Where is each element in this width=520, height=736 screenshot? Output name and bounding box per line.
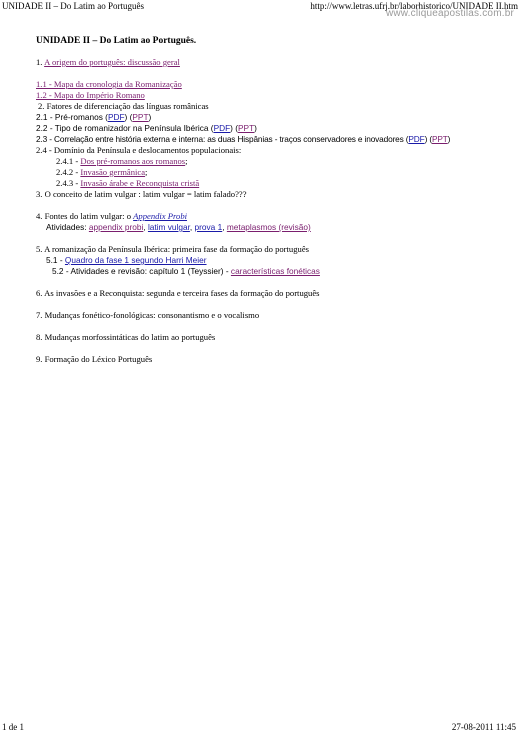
section-8: 8. Mudanças morfossintáticas do latim ao português <box>36 332 216 342</box>
link-metaplasmos[interactable]: metaplasmos (revisão) <box>226 222 311 232</box>
section-2-2: 2.2 - Tipo de romanizador na Península Ibérica (PDF) (PPT) <box>36 123 257 133</box>
link-2-3-ppt[interactable]: PPT <box>431 134 448 144</box>
link-2-3-pdf[interactable]: PDF <box>408 134 425 144</box>
section-2-4: 2.4 - Domínio da Península e deslocamentos populacionais: <box>36 145 242 155</box>
section-9: 9. Formação do Léxico Português <box>36 354 153 364</box>
page-footer-page-count: 1 de 1 <box>2 722 24 732</box>
section-5-2: 5.2 - Atividades e revisão: capítulo 1 (Teyssier) - características fonéticas <box>52 266 320 276</box>
section-2-1: 2.1 - Pré-romanos (PDF) (PPT) <box>36 112 152 122</box>
link-invasao-arabe[interactable]: Invasão árabe e Reconquista cristã <box>80 178 200 188</box>
link-invasao-germanica[interactable]: Invasão germânica <box>80 167 146 177</box>
page-header-title: UNIDADE II – Do Latim ao Português <box>2 1 144 11</box>
link-prova-1[interactable]: prova 1 <box>194 222 223 232</box>
link-quadro-fase-1[interactable]: Quadro da fase 1 segundo Harri Meier <box>64 255 207 265</box>
link-appendix-probi[interactable]: Appendix Probi <box>133 211 188 221</box>
section-6: 6. As invasões e a Reconquista: segunda e terceira fases da formação do português <box>36 288 320 298</box>
link-2-2-pdf[interactable]: PDF <box>213 123 231 133</box>
section-5: 5. A romanização da Península Ibérica: primeira fase da formação do português <box>36 244 309 254</box>
section-5-1: 5.1 - Quadro da fase 1 segundo Harri Meier <box>46 255 207 265</box>
section-4-atividades: Atividades: appendix probi, latim vulgar, prova 1, metaplasmos (revisão) <box>46 222 311 232</box>
section-2-4-2: 2.4.2 - Invasão germânica; <box>56 167 148 177</box>
section-2-4-3: 2.4.3 - Invasão árabe e Reconquista cristã <box>56 178 200 188</box>
section-2-3: 2.3 - Correlação entre história externa e interna: as duas Hispânias - traços conservadores e inovadores (PDF) (PPT) <box>36 134 451 144</box>
section-2: 2. Fatores de diferenciação das línguas românicas <box>38 101 209 111</box>
link-origem-portugues[interactable]: A origem do português: discussão geral <box>44 57 180 67</box>
section-7: 7. Mudanças fonético-fonológicas: consonantismo e o vocalismo <box>36 310 260 320</box>
section-1: 1. A origem do português: discussão geral <box>36 57 180 67</box>
section-4: 4. Fontes do latim vulgar: o Appendix Probi <box>36 211 188 221</box>
document-title: UNIDADE II – Do Latim ao Português. <box>36 36 197 46</box>
link-latim-vulgar[interactable]: latim vulgar <box>147 222 190 232</box>
watermark: www.cliqueapostilas.com.br <box>385 8 514 19</box>
section-2-4-1: 2.4.1 - Dos pré-romanos aos romanos; <box>56 156 188 166</box>
page-footer-datetime: 27-08-2011 11:45 <box>451 722 516 732</box>
section-3: 3. O conceito de latim vulgar : latim vulgar = latim falado??? <box>36 189 247 199</box>
link-caracteristicas-foneticas[interactable]: características fonéticas <box>230 266 320 276</box>
link-mapa-cronologia[interactable]: 1.1 - Mapa da cronologia da Romanização <box>36 79 182 89</box>
link-2-1-pdf[interactable]: PDF <box>107 112 125 122</box>
link-pre-romanos[interactable]: Dos pré-romanos aos romanos <box>80 156 186 166</box>
document-body <box>36 36 516 365</box>
link-2-1-ppt[interactable]: PPT <box>132 112 149 122</box>
link-2-2-ppt[interactable]: PPT <box>238 123 255 133</box>
page-header-url: http://www.letras.ufrj.br/laborhistorico/UNIDADE II.htm <box>310 1 518 11</box>
link-mapa-imperio[interactable]: 1.2 - Mapa do Império Romano <box>36 90 145 100</box>
link-appendix-probi-atividade[interactable]: appendix probi <box>88 222 144 232</box>
